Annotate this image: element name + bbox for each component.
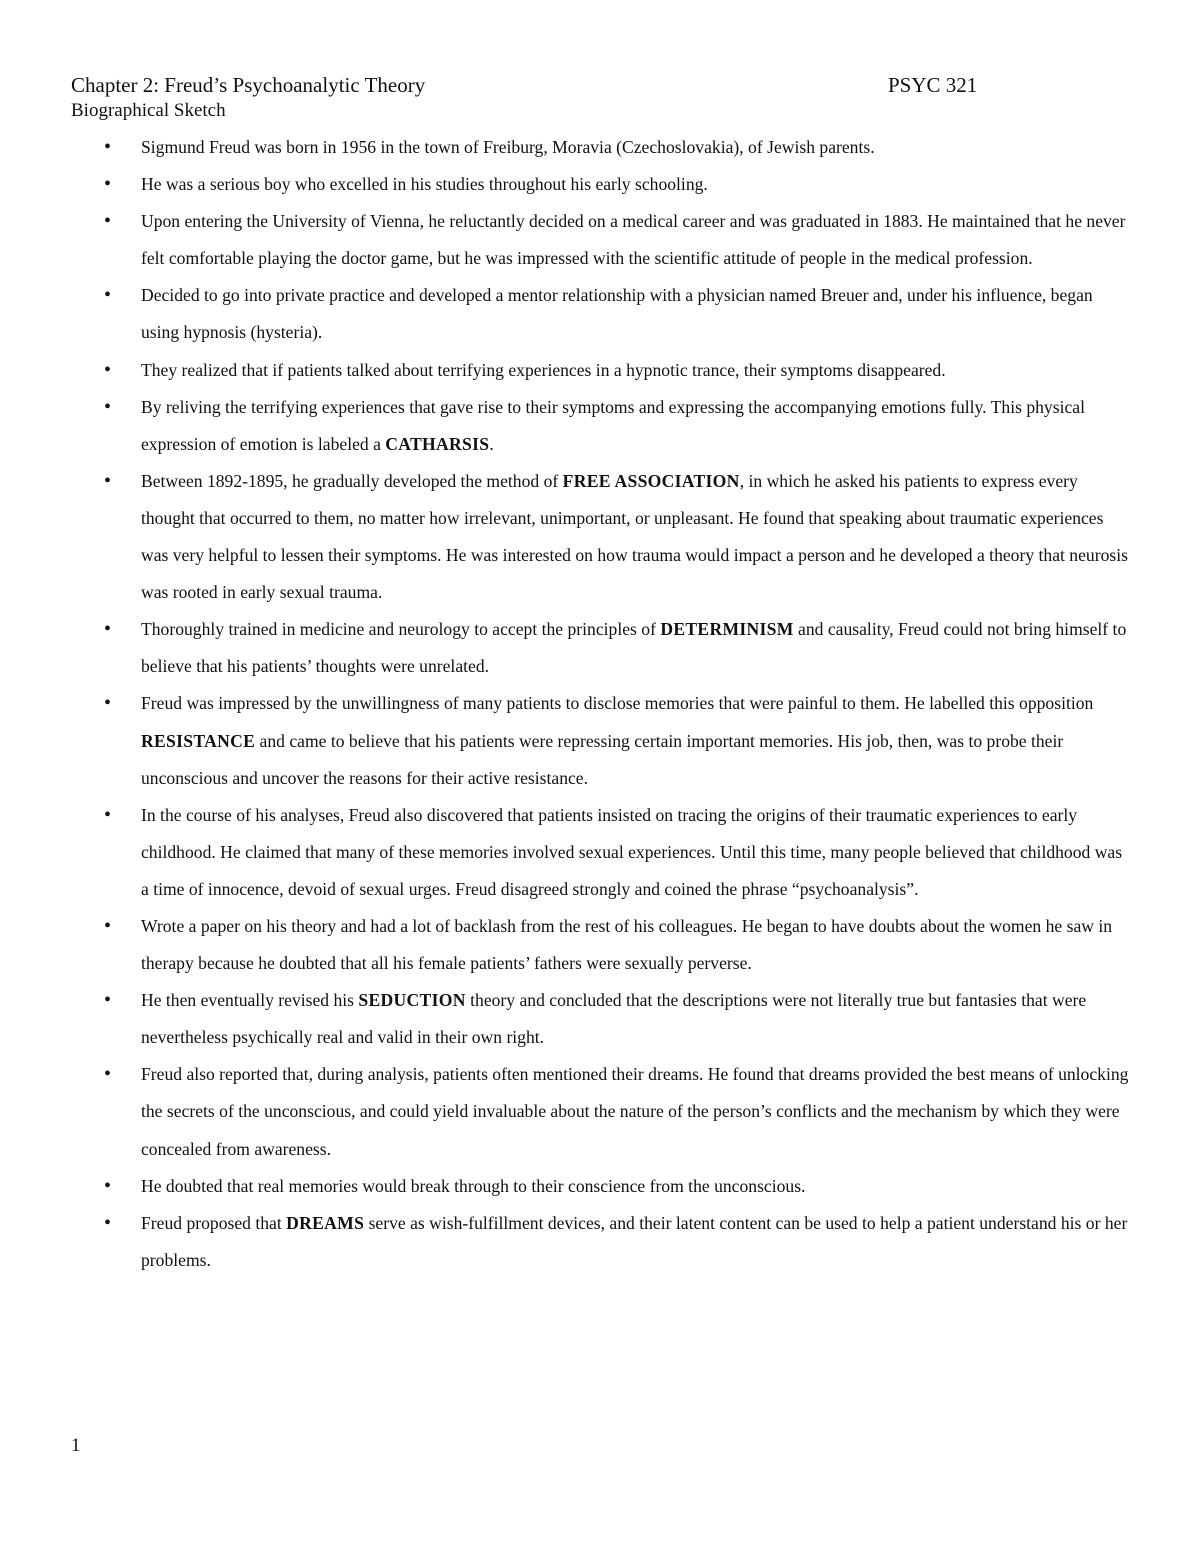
- bullet-item-catharsis: [0, 389, 1131, 463]
- bullet-item-private-practice: [0, 277, 1131, 351]
- bullet-text: theory and concluded that the descriptions were not literally true but fantasies that were nevertheless psychically real and valid in their own right.: [141, 990, 1087, 1048]
- key-term-determinism: DETERMINISM: [660, 619, 794, 640]
- bullet-item-resistance: [0, 685, 1131, 796]
- course-code: PSYC 321: [888, 73, 978, 97]
- bullet-item-university: [0, 203, 1131, 277]
- bullet-item-dream-analysis: [0, 1056, 1131, 1167]
- document-title: Chapter 2: Freud’s Psychoanalytic Theory: [71, 73, 426, 97]
- bullet-item-free-association: [0, 463, 1131, 611]
- key-term-resistance: RESISTANCE: [141, 730, 256, 751]
- bullet-text: He was a serious boy who excelled in his studies throughout his early schooling.: [141, 174, 708, 195]
- bullet-text: In the course of his analyses, Freud also discovered that patients insisted on tracing the origins of their traumatic experiences to early childhood. He claimed that many of these memories involved sexual experiences. Until this time, many people believed that childhood was a time of innocence, devoid of sexual urges. Freud disagreed strongly and coined the phrase “psychoanalysis”.: [141, 804, 1123, 899]
- bullet-item-seduction-theory: [0, 982, 1131, 1056]
- bullet-list: [0, 129, 1200, 1279]
- bullet-text: Thoroughly trained in medicine and neurology to accept the principles of: [141, 619, 661, 640]
- bullet-text: Freud was impressed by the unwillingness of many patients to disclose memories that were painful to them. He labelled this opposition: [141, 693, 1094, 714]
- bullet-item-childhood-origins: [0, 797, 1131, 908]
- key-term-catharsis: CATHARSIS: [385, 433, 490, 454]
- bullet-text: Freud also reported that, during analysis, patients often mentioned their dreams. He found that dreams provided the best means of unlocking the secrets of the unconscious, and could yield invaluable about the nature of the person’s conflicts and the mechanism by which they were concealed from awareness.: [141, 1064, 1129, 1159]
- bullet-item-childhood: [0, 166, 1131, 203]
- key-term-dreams: DREAMS: [286, 1212, 365, 1233]
- key-term-seduction: SEDUCTION: [358, 990, 466, 1011]
- document-header: [71, 70, 991, 100]
- bullet-item-birth: [0, 129, 1131, 166]
- bullet-text: Upon entering the University of Vienna, he reluctantly decided on a medical career and was graduated in 1883. He maintained that he never felt comfortable playing the doctor game, but he was impressed with the scientific attitude of people in the medical profession.: [141, 211, 1126, 269]
- bullet-text: They realized that if patients talked about terrifying experiences in a hypnotic trance, their symptoms disappeared.: [141, 359, 946, 380]
- bullet-item-backlash: [0, 908, 1131, 982]
- bullet-text: By reliving the terrifying experiences that gave rise to their symptoms and expressing the accompanying emotions fully. This physical expression of emotion is labeled a: [141, 396, 1085, 454]
- bullet-text: Freud proposed that: [141, 1212, 287, 1233]
- bullet-item-dreams: [0, 1205, 1131, 1279]
- bullet-text: Wrote a paper on his theory and had a lot of backlash from the rest of his colleagues. He began to have doubts about the women he saw in therapy because he doubted that all his female patients’ fathers were sexually perverse.: [141, 915, 1113, 974]
- bullet-text: .: [489, 433, 494, 454]
- bullet-text: He doubted that real memories would break through to their conscience from the unconscious.: [141, 1175, 806, 1196]
- bullet-text: serve as wish-fulfillment devices, and their latent content can be used to help a patient understand his or her problems.: [141, 1212, 1128, 1270]
- bullet-item-real-memories: [0, 1168, 1131, 1205]
- bullet-text: , in which he asked his patients to express every thought that occurred to them, no matter how irrelevant, unimportant, or unpleasant. He found that speaking about traumatic experiences was very helpful to lessen their symptoms. He was interested on how trauma would impact a person and he developed a theory that neurosis was rooted in early sexual trauma.: [141, 470, 1128, 603]
- bullet-item-determinism: [0, 611, 1131, 685]
- bullet-text: Decided to go into private practice and developed a mentor relationship with a physician named Breuer and, under his influence, began using hypnosis (hysteria).: [141, 285, 1093, 343]
- bullet-text: and causality, Freud could not bring himself to believe that his patients’ thoughts were unrelated.: [141, 619, 1127, 677]
- bullet-text: Between 1892-1895, he gradually developed the method of: [141, 470, 563, 491]
- bullet-text: Sigmund Freud was born in 1956 in the town of Freiburg, Moravia (Czechoslovakia), of Jewish parents.: [141, 137, 875, 157]
- key-term-free-association: FREE ASSOCIATION: [562, 470, 740, 491]
- bullet-item-hypnotic-trance: [0, 352, 1131, 389]
- bullet-text: and came to believe that his patients were repressing certain important memories. His job, then, was to probe their unconscious and uncover the reasons for their active resistance.: [141, 730, 1064, 788]
- bullet-text: He then eventually revised his: [141, 990, 359, 1011]
- page-number: 1: [71, 1435, 81, 1456]
- section-heading: Biographical Sketch: [71, 100, 226, 121]
